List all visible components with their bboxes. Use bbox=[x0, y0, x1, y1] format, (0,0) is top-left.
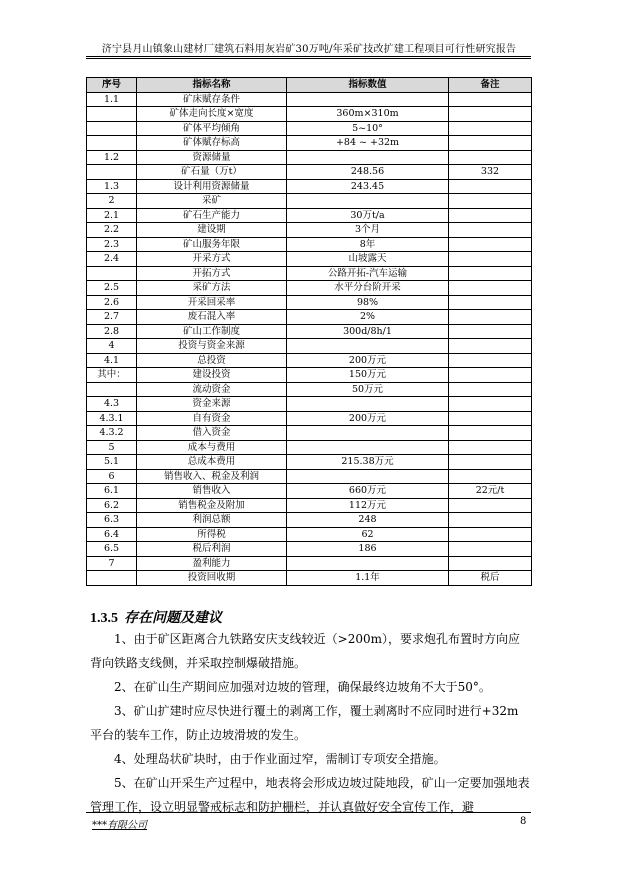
cell-number: 6.1 bbox=[87, 484, 137, 499]
cell-number: 1.2 bbox=[87, 150, 137, 165]
cell-value: 112万元 bbox=[287, 498, 449, 513]
cell-remark bbox=[449, 223, 532, 238]
cell-value: 248.56 bbox=[287, 165, 449, 180]
cell-number: 2.8 bbox=[87, 324, 137, 339]
cell-remark bbox=[449, 513, 532, 528]
cell-value: 150万元 bbox=[287, 368, 449, 383]
header-rule-secondary bbox=[86, 58, 531, 59]
cell-remark bbox=[449, 121, 532, 136]
cell-value bbox=[287, 150, 449, 165]
cell-value: 186 bbox=[287, 542, 449, 557]
column-header-indicator: 指标名称 bbox=[137, 78, 287, 93]
cell-value bbox=[287, 556, 449, 571]
cell-indicator: 废石混入率 bbox=[137, 310, 287, 325]
cell-value: 200万元 bbox=[287, 353, 449, 368]
cell-indicator: 矿体平均倾角 bbox=[137, 121, 287, 136]
cell-number: 5.1 bbox=[87, 455, 137, 470]
cell-remark bbox=[449, 107, 532, 122]
paragraph-4: 4、处理岛状矿块时，由于作业面过窄，需制订专项安全措施。 bbox=[114, 752, 446, 766]
cell-number: 6.2 bbox=[87, 498, 137, 513]
table-row bbox=[87, 136, 532, 151]
cell-number: 4.3.2 bbox=[87, 426, 137, 441]
table-row bbox=[87, 179, 532, 194]
issues-paragraphs bbox=[90, 627, 530, 819]
table-row bbox=[87, 194, 532, 209]
cell-indicator: 投资与资金来源 bbox=[137, 339, 287, 354]
cell-value bbox=[287, 92, 449, 107]
column-header-value: 指标数值 bbox=[287, 78, 449, 93]
table-row bbox=[87, 208, 532, 223]
cell-value: 山坡露天 bbox=[287, 252, 449, 267]
cell-remark bbox=[449, 150, 532, 165]
cell-remark: 332 bbox=[449, 165, 532, 180]
cell-indicator: 建设期 bbox=[137, 223, 287, 238]
cell-value: 300d/8h/1 bbox=[287, 324, 449, 339]
cell-remark bbox=[449, 440, 532, 455]
cell-number: 6.3 bbox=[87, 513, 137, 528]
cell-remark bbox=[449, 208, 532, 223]
cell-number: 2.2 bbox=[87, 223, 137, 238]
cell-number: 2.7 bbox=[87, 310, 137, 325]
cell-number: 4.1 bbox=[87, 353, 137, 368]
cell-number bbox=[87, 571, 137, 586]
cell-remark bbox=[449, 237, 532, 252]
table-row bbox=[87, 426, 532, 441]
cell-remark bbox=[449, 295, 532, 310]
cell-value: 3个月 bbox=[287, 223, 449, 238]
cell-number: 6.5 bbox=[87, 542, 137, 557]
cell-remark bbox=[449, 527, 532, 542]
cell-indicator: 销售收入 bbox=[137, 484, 287, 499]
cell-indicator: 矿体赋存标高 bbox=[137, 136, 287, 151]
paragraph-2: 2、在矿山生产期间应加强对边坡的管理，确保最终边坡角不大于50°。 bbox=[114, 680, 491, 694]
cell-remark: 22元/t bbox=[449, 484, 532, 499]
cell-indicator: 矿山工作制度 bbox=[137, 324, 287, 339]
cell-value: 200万元 bbox=[287, 411, 449, 426]
cell-value: 62 bbox=[287, 527, 449, 542]
cell-remark bbox=[449, 397, 532, 412]
cell-indicator: 建设投资 bbox=[137, 368, 287, 383]
cell-indicator: 盈利能力 bbox=[137, 556, 287, 571]
cell-value: 1.1年 bbox=[287, 571, 449, 586]
cell-number: 5 bbox=[87, 440, 137, 455]
cell-value: 248 bbox=[287, 513, 449, 528]
cell-remark bbox=[449, 136, 532, 151]
cell-value bbox=[287, 339, 449, 354]
column-header-number: 序号 bbox=[87, 78, 137, 93]
cell-remark: 税后 bbox=[449, 571, 532, 586]
indicator-table bbox=[86, 77, 532, 586]
cell-value: 215.38万元 bbox=[287, 455, 449, 470]
cell-value bbox=[287, 440, 449, 455]
cell-indicator: 总投资 bbox=[137, 353, 287, 368]
cell-number: 2.3 bbox=[87, 237, 137, 252]
footer-company: ***有限公司 bbox=[92, 820, 147, 831]
cell-value bbox=[287, 426, 449, 441]
cell-indicator: 销售税金及附加 bbox=[137, 498, 287, 513]
cell-indicator: 采矿方法 bbox=[137, 281, 287, 296]
cell-indicator: 资金来源 bbox=[137, 397, 287, 412]
cell-number: 6 bbox=[87, 469, 137, 484]
section-number: 1.3.5 bbox=[90, 611, 118, 626]
cell-indicator: 矿山服务年限 bbox=[137, 237, 287, 252]
cell-remark bbox=[449, 469, 532, 484]
cell-indicator: 自有资金 bbox=[137, 411, 287, 426]
cell-value: 243.45 bbox=[287, 179, 449, 194]
cell-indicator: 所得税 bbox=[137, 527, 287, 542]
cell-remark bbox=[449, 556, 532, 571]
page-header: 济宁县月山镇象山建材厂建筑石料用灰岩矿30万吨/年采矿技改扩建工程项目可行性研究报告 bbox=[101, 44, 517, 55]
cell-indicator: 投资回收期 bbox=[137, 571, 287, 586]
cell-remark bbox=[449, 252, 532, 267]
paragraph-5: 5、在矿山开采生产过程中，地表将会形成边坡过陡地段，矿山一定要加强地表管理工作，设立明显警戒标志和防护栅栏，并认真做好安全宣传工作，避 bbox=[90, 776, 530, 814]
cell-value bbox=[287, 397, 449, 412]
cell-number: 6.4 bbox=[87, 527, 137, 542]
table-row bbox=[87, 223, 532, 238]
table-row bbox=[87, 571, 532, 586]
cell-remark bbox=[449, 498, 532, 513]
cell-value: 30万t/a bbox=[287, 208, 449, 223]
cell-value: +84 ~ +32m bbox=[287, 136, 449, 151]
cell-number: 2 bbox=[87, 194, 137, 209]
page-number: 8 bbox=[520, 816, 527, 827]
table-header-row bbox=[87, 78, 532, 93]
cell-indicator: 矿石生产能力 bbox=[137, 208, 287, 223]
cell-number: 1.3 bbox=[87, 179, 137, 194]
cell-number: 4 bbox=[87, 339, 137, 354]
cell-number: 2.5 bbox=[87, 281, 137, 296]
column-header-remark: 备注 bbox=[449, 78, 532, 93]
table-row bbox=[87, 237, 532, 252]
table-row bbox=[87, 252, 532, 267]
cell-indicator: 资源储量 bbox=[137, 150, 287, 165]
table-row bbox=[87, 107, 532, 122]
cell-value: 5~10° bbox=[287, 121, 449, 136]
cell-number bbox=[87, 121, 137, 136]
table-row bbox=[87, 150, 532, 165]
table-row bbox=[87, 440, 532, 455]
cell-indicator: 借入资金 bbox=[137, 426, 287, 441]
cell-value: 360m×310m bbox=[287, 107, 449, 122]
cell-indicator: 开采回采率 bbox=[137, 295, 287, 310]
cell-number bbox=[87, 165, 137, 180]
table-row bbox=[87, 353, 532, 368]
cell-remark bbox=[449, 194, 532, 209]
cell-number: 其中： bbox=[87, 368, 137, 383]
table-row bbox=[87, 266, 532, 281]
cell-indicator: 开拓方式 bbox=[137, 266, 287, 281]
cell-remark bbox=[449, 179, 532, 194]
cell-value: 2% bbox=[287, 310, 449, 325]
cell-number: 2.4 bbox=[87, 252, 137, 267]
cell-value: 50万元 bbox=[287, 382, 449, 397]
cell-remark bbox=[449, 353, 532, 368]
cell-number: 4.3 bbox=[87, 397, 137, 412]
cell-indicator: 总成本费用 bbox=[137, 455, 287, 470]
cell-value: 660万元 bbox=[287, 484, 449, 499]
cell-remark bbox=[449, 281, 532, 296]
table-row bbox=[87, 498, 532, 513]
cell-number: 4.3.1 bbox=[87, 411, 137, 426]
cell-remark bbox=[449, 310, 532, 325]
table-row bbox=[87, 513, 532, 528]
cell-indicator: 采矿 bbox=[137, 194, 287, 209]
cell-remark bbox=[449, 382, 532, 397]
table-row bbox=[87, 165, 532, 180]
cell-number: 7 bbox=[87, 556, 137, 571]
table-row bbox=[87, 469, 532, 484]
cell-number bbox=[87, 136, 137, 151]
cell-indicator: 成本与费用 bbox=[137, 440, 287, 455]
table-row bbox=[87, 310, 532, 325]
table-row bbox=[87, 542, 532, 557]
table-row bbox=[87, 368, 532, 383]
cell-remark bbox=[449, 411, 532, 426]
cell-indicator: 销售收入、税金及利润 bbox=[137, 469, 287, 484]
footer-rule bbox=[86, 812, 531, 813]
table-row bbox=[87, 484, 532, 499]
table-row bbox=[87, 281, 532, 296]
table-row bbox=[87, 411, 532, 426]
table-row bbox=[87, 121, 532, 136]
cell-remark bbox=[449, 455, 532, 470]
cell-value: 98% bbox=[287, 295, 449, 310]
cell-number: 2.1 bbox=[87, 208, 137, 223]
table-row bbox=[87, 556, 532, 571]
cell-number bbox=[87, 382, 137, 397]
cell-indicator: 矿石量（万t） bbox=[137, 165, 287, 180]
section-title: 存在问题及建议 bbox=[124, 610, 222, 626]
cell-number: 1.1 bbox=[87, 92, 137, 107]
cell-value: 公路开拓-汽车运输 bbox=[287, 266, 449, 281]
cell-remark bbox=[449, 324, 532, 339]
table-row bbox=[87, 339, 532, 354]
cell-indicator: 设计利用资源储量 bbox=[137, 179, 287, 194]
table-row bbox=[87, 397, 532, 412]
cell-indicator: 开采方式 bbox=[137, 252, 287, 267]
cell-remark bbox=[449, 426, 532, 441]
table-row bbox=[87, 295, 532, 310]
cell-remark bbox=[449, 92, 532, 107]
cell-indicator: 矿床赋存条件 bbox=[137, 92, 287, 107]
cell-number bbox=[87, 107, 137, 122]
cell-number: 2.6 bbox=[87, 295, 137, 310]
cell-indicator: 流动资金 bbox=[137, 382, 287, 397]
cell-value: 8年 bbox=[287, 237, 449, 252]
table-row bbox=[87, 324, 532, 339]
table-body bbox=[87, 92, 532, 585]
table-row bbox=[87, 455, 532, 470]
cell-remark bbox=[449, 266, 532, 281]
paragraph-1: 1、由于矿区距离合九铁路安庆支线较近（>200m），要求炮孔布置时方向应背向铁路支线侧，并采取控制爆破措施。 bbox=[90, 632, 520, 670]
cell-indicator: 利润总额 bbox=[137, 513, 287, 528]
cell-indicator: 税后利润 bbox=[137, 542, 287, 557]
cell-value: 水平分台阶开采 bbox=[287, 281, 449, 296]
header-rule bbox=[86, 56, 531, 57]
cell-value bbox=[287, 469, 449, 484]
cell-indicator: 矿体走向长度×宽度 bbox=[137, 107, 287, 122]
cell-number bbox=[87, 266, 137, 281]
paragraph-3: 3、矿山扩建时应尽快进行覆土的剥离工作，覆土剥离时不应同时进行+32m平台的装车工作，防止边坡滑坡的发生。 bbox=[90, 704, 519, 742]
section-heading bbox=[90, 607, 222, 627]
cell-remark bbox=[449, 542, 532, 557]
table-row bbox=[87, 527, 532, 542]
table-row bbox=[87, 382, 532, 397]
cell-remark bbox=[449, 339, 532, 354]
cell-value bbox=[287, 194, 449, 209]
cell-remark bbox=[449, 368, 532, 383]
table-row bbox=[87, 92, 532, 107]
